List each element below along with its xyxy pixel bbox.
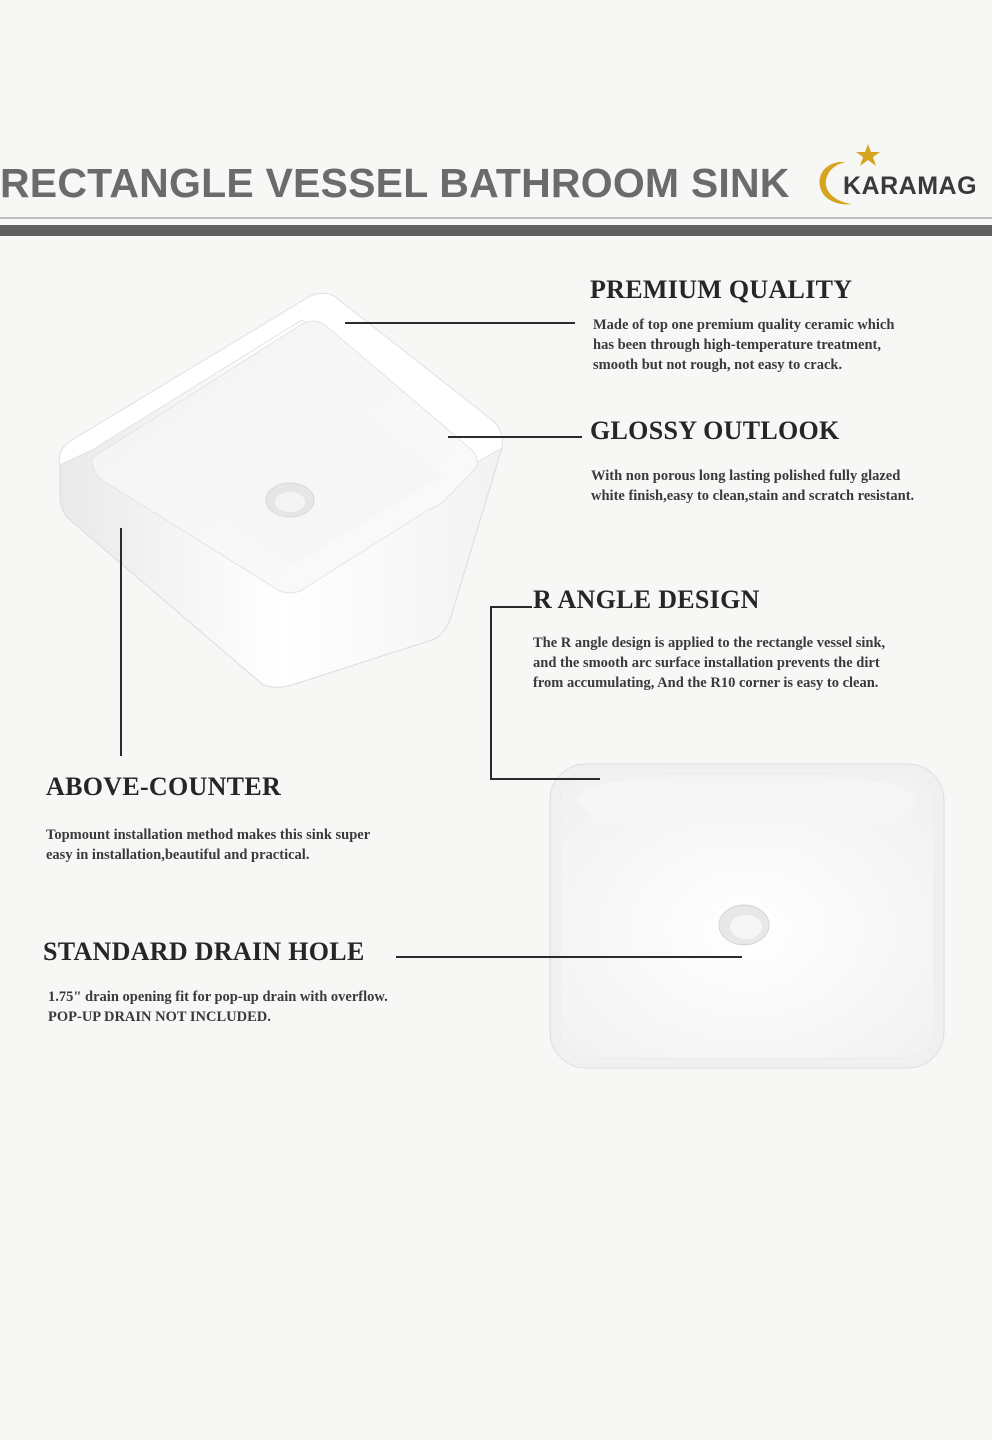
above-counter-line-1: Topmount installation method makes this sink super <box>46 827 371 843</box>
premium-quality-description <box>593 315 894 375</box>
premium-pointer-line <box>345 322 575 324</box>
drain-line-1: 1.75" drain opening fit for pop-up drain with overflow. <box>48 989 388 1005</box>
above-counter-line-2: easy in installation,beautiful and practical. <box>46 847 310 863</box>
drain-line-2: POP-UP DRAIN NOT INCLUDED. <box>48 1009 271 1025</box>
r-angle-pointer-line-vertical <box>490 606 492 780</box>
glossy-line-2: white finish,easy to clean,stain and scratch resistant. <box>591 488 915 504</box>
glossy-line-1: With non porous long lasting polished fully glazed <box>591 468 901 484</box>
above-counter-description <box>46 825 370 865</box>
r-angle-line-2: and the smooth arc surface installation prevents the dirt <box>533 655 880 671</box>
r-angle-pointer-line-top <box>490 606 532 608</box>
brand-name: KARAMAG <box>843 172 978 200</box>
glossy-pointer-line <box>448 436 582 438</box>
r-angle-design-description <box>533 633 885 693</box>
header-divider-thick <box>0 225 992 236</box>
r-angle-design-heading: R ANGLE DESIGN <box>533 585 760 614</box>
header-divider-thin <box>0 217 992 219</box>
top-view-sink-image <box>546 760 948 1072</box>
r-angle-line-3: from accumulating, And the R10 corner is easy to clean. <box>533 675 879 691</box>
r-angle-line-1: The R angle design is applied to the rectangle vessel sink, <box>533 635 886 651</box>
r-angle-pointer-line-bottom <box>490 778 600 780</box>
above-counter-heading: ABOVE-COUNTER <box>46 772 282 801</box>
drain-pointer-line <box>396 956 742 958</box>
premium-line-2: has been through high-temperature treatment, <box>593 337 881 353</box>
standard-drain-hole-description <box>48 987 388 1027</box>
premium-line-3: smooth but not rough, not easy to crack. <box>593 357 843 373</box>
page-title: RECTANGLE VESSEL BATHROOM SINK <box>0 160 790 206</box>
glossy-outlook-heading: GLOSSY OUTLOOK <box>590 416 840 445</box>
premium-quality-heading: PREMIUM QUALITY <box>590 275 853 304</box>
premium-line-1: Made of top one premium quality ceramic which <box>593 317 895 333</box>
above-counter-pointer-line <box>120 528 122 756</box>
standard-drain-hole-heading: STANDARD DRAIN HOLE <box>43 937 365 966</box>
glossy-outlook-description <box>591 466 914 506</box>
